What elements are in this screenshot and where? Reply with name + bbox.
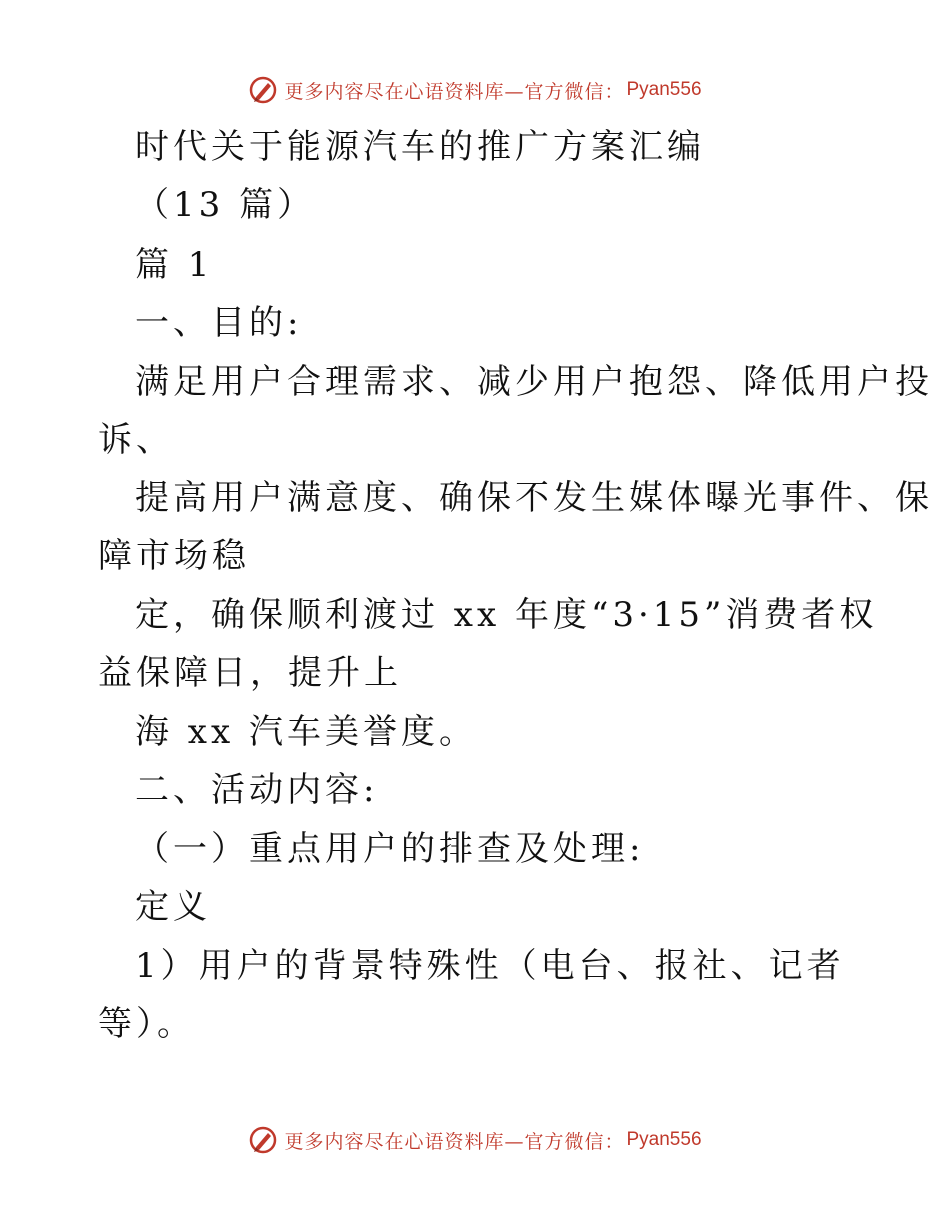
watermark-text: 更多内容尽在心语资料库—官方微信： [284,1130,625,1153]
paragraph-line: 益保障日，提升上 [98,653,402,693]
subheading-definition: 定义 [135,887,211,927]
paragraph-line: 障市场稳 [98,536,250,576]
list-item: 1）用户的背景特殊性（电台、报社、记者 [135,946,845,986]
paragraph-line: 满足用户合理需求、减少用户抱怨、降低用户投 [135,362,933,402]
heading-purpose: 一、目的: [135,303,303,343]
document-title: 时代关于能源汽车的推广方案汇编 [135,127,705,167]
document-subtitle: （13 篇） [135,185,316,225]
paragraph-line: 提高用户满意度、确保不发生媒体曝光事件、保 [135,478,933,518]
watermark-wechat-id: Pyan556 [626,1129,702,1150]
watermark-header [0,70,950,110]
heading-activity-content: 二、活动内容: [135,770,379,810]
paragraph-line: 诉、 [98,420,174,460]
pen-logo-icon [248,1125,278,1155]
paragraph-line: 海 xx 汽车美誉度。 [135,712,477,752]
list-item-continuation: 等）。 [98,1004,195,1044]
watermark-text: 更多内容尽在心语资料库—官方微信： [284,80,625,103]
watermark-footer [0,1120,950,1160]
paragraph-line: 定，确保顺利渡过 xx 年度“3·15”消费者权 [135,595,878,635]
subheading-key-users: （一）重点用户的排查及处理: [135,829,645,869]
pen-logo-icon [248,75,278,105]
watermark-wechat-id: Pyan556 [626,79,702,100]
section-label: 篇 1 [135,245,214,285]
